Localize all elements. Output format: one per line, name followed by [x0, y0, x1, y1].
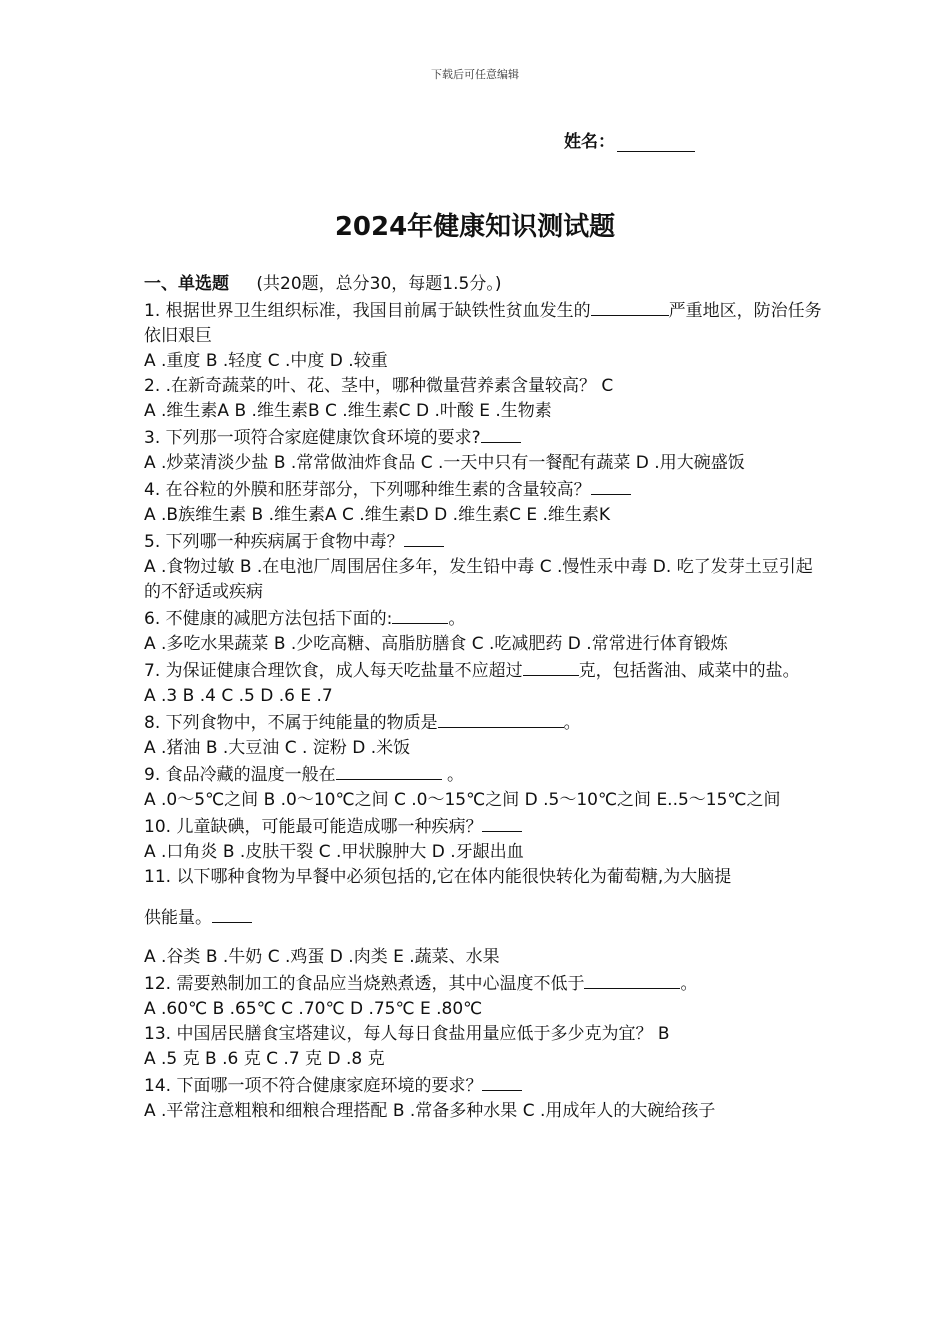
options-7: A .3 B .4 C .5 D .6 E .7 [144, 686, 333, 706]
name-blank [617, 133, 695, 152]
options-12: A .60℃ B .65℃ C .70℃ D .75℃ E .80℃ [144, 999, 483, 1019]
answer-blank [404, 528, 444, 547]
answer-blank [212, 904, 252, 923]
options-10: A .口角炎 B .皮肤干裂 C .甲状腺肿大 D .牙龈出血 [144, 842, 524, 862]
question-13: 13. 中国居民膳食宝塔建议，每人每日食盐用量应低于多少克为宜？ B [144, 1024, 670, 1044]
question-text: 。 [680, 974, 698, 994]
question-text: 6. 不健康的减肥方法包括下面的: [144, 609, 393, 629]
page-title: 2024年健康知识测试题 [334, 212, 616, 242]
question-1 [144, 297, 824, 349]
question-4 [144, 476, 824, 503]
question-14 [144, 1072, 824, 1099]
options-5: A .食物过敏 B .在电池厂周围居住多年，发生铅中毒 C .慢性汞中毒 D. 吃了发芽土豆引起的不舒适或疾病 [144, 557, 813, 602]
question-text: 严重地区，防治任务依旧艰巨 [144, 301, 822, 346]
question-2: 2. .在新奇蔬菜的叶、花、茎中，哪种微量营养素含量较高？ C [144, 376, 614, 396]
question-5 [144, 528, 824, 555]
question-text: 10. 儿童缺碘，可能最可能造成哪一种疾病？ [144, 817, 483, 837]
question-text: 。 [448, 609, 466, 629]
section-heading [144, 272, 824, 297]
section-label: 一、单选题 [144, 274, 229, 294]
question-text: 供能量。 [144, 908, 212, 928]
name-field [564, 127, 695, 152]
name-label: 姓名： [564, 132, 615, 152]
answer-blank [438, 709, 564, 728]
question-text: 8. 下列食物中，不属于纯能量的物质是 [144, 713, 438, 733]
options-2: A .维生素A B .维生素B C .维生素C D .叶酸 E .生物素 [144, 401, 552, 421]
question-12 [144, 970, 824, 997]
question-text: 5. 下列哪一种疾病属于食物中毒？ [144, 532, 404, 552]
question-text: 3. 下列那一项符合家庭健康饮食环境的要求? [144, 428, 481, 448]
question-11: 11. 以下哪种食物为早餐中必须包括的,它在体内能很快转化为葡萄糖,为大脑提 [144, 867, 732, 887]
question-text: 克，包括酱油、咸菜中的盐。 [578, 661, 800, 681]
options-9: A .0～5℃之间 B .0～10℃之间 C .0～15℃之间 D .5～10℃之间 E..5～15℃之间 [144, 790, 781, 810]
options-11: A .谷类 B .牛奶 C .鸡蛋 D .肉类 E .蔬菜、水果 [144, 947, 500, 967]
options-6: A .多吃水果蔬菜 B .少吃高糖、高脂肪膳食 C .吃减肥药 D .常常进行体育锻炼 [144, 634, 728, 654]
answer-blank [591, 476, 631, 495]
options-1: A .重度 B .轻度 C .中度 D .较重 [144, 351, 388, 371]
question-text: 12. 需要熟制加工的食品应当烧熟煮透，其中心温度不低于 [144, 974, 585, 994]
section-info: (共20题，总分30，每题1.5分。) [256, 274, 502, 294]
question-7 [144, 657, 824, 684]
answer-blank [523, 657, 579, 676]
question-3 [144, 424, 824, 451]
question-text: 9. 食品冷藏的温度一般在 [144, 765, 336, 785]
options-14: A .平常注意粗粮和细粮合理搭配 B .常备多种水果 C .用成年人的大碗给孩子 [144, 1101, 716, 1121]
question-10 [144, 813, 824, 840]
header-note: 下载后可任意编辑 [431, 68, 519, 81]
question-text: 7. 为保证健康合理饮食，成人每天吃盐量不应超过 [144, 661, 523, 681]
question-11-cont [144, 904, 824, 931]
options-4: A .B族维生素 B .维生素A C .维生素D D .维生素C E .维生素K [144, 505, 611, 525]
answer-blank [392, 605, 448, 624]
question-8 [144, 709, 824, 736]
answer-blank [591, 297, 669, 316]
options-8: A .猪油 B .大豆油 C . 淀粉 D .米饭 [144, 738, 411, 758]
answer-blank [584, 970, 680, 989]
options-3: A .炒菜清淡少盐 B .常常做油炸食品 C .一天中只有一餐配有蔬菜 D .用大碗盛饭 [144, 453, 745, 473]
question-9 [144, 761, 824, 788]
options-13: A .5 克 B .6 克 C .7 克 D .8 克 [144, 1049, 385, 1069]
question-text: 。 [441, 765, 465, 785]
question-list [144, 272, 824, 1124]
answer-blank [481, 424, 521, 443]
answer-blank [482, 1072, 522, 1091]
question-text: 14. 下面哪一项不符合健康家庭环境的要求？ [144, 1076, 483, 1096]
answer-blank [482, 813, 522, 832]
question-text: 1. 根据世界卫生组织标准，我国目前属于缺铁性贫血发生的 [144, 301, 591, 321]
question-text: 4. 在谷粒的外膜和胚芽部分，下列哪种维生素的含量较高？ [144, 480, 591, 500]
question-text: 。 [563, 713, 581, 733]
question-6 [144, 605, 824, 632]
answer-blank [336, 761, 442, 780]
